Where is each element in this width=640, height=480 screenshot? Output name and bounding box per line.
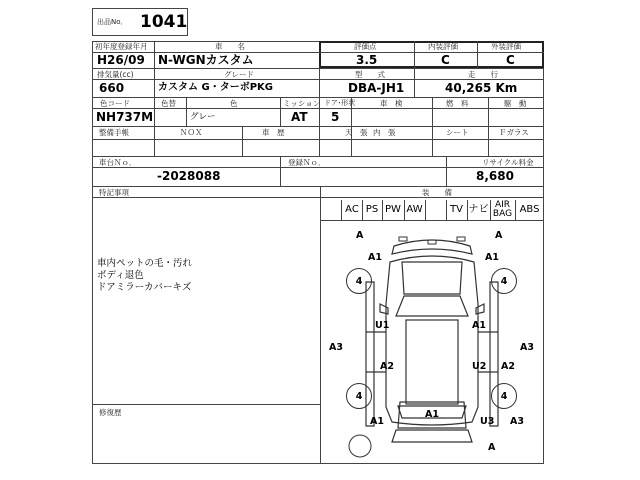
doors-value: 5 [331,110,340,124]
tire-rear-left-value: 4 [355,391,363,402]
equipment-ps: PS [365,204,379,215]
label-grade: グレード [224,70,254,79]
rule [92,404,320,405]
model-value: DBA-JH1 [348,81,405,95]
car-name-value: N-WGNカスタム [158,53,254,67]
label-doors: ドア･形状 [324,99,356,107]
equipment-aw: AW [406,204,423,215]
label-chassis: 車台Ｎｏ． [99,158,137,167]
color-value: グレー [190,112,216,122]
label-fuel: 燃 料 [446,99,469,108]
rule [280,97,281,126]
hood-outline [402,262,462,294]
rule [446,156,447,186]
label-glass: Ｆガラス [499,128,529,137]
label-color-change: 色替 [161,99,176,108]
equipment-pw: PW [385,204,401,215]
rule [488,126,489,156]
recycle-value: 8,680 [476,169,514,183]
equipment-tv: TV [450,204,463,215]
rule [320,186,321,464]
rule [154,97,155,126]
rule [425,200,426,220]
reg-year-value: H26/09 [97,53,145,67]
rule [488,97,489,126]
rule [92,108,544,109]
headlight-right-mark [457,237,465,241]
remarks-line: ドアミラーカバーキズ [97,282,192,293]
front-bumper-outline [392,240,472,254]
label-drive: 駆 動 [504,99,527,108]
label-manual: 整備手帳 [99,128,129,137]
label-model: 型 式 [355,70,385,79]
rear-bumper-outline [392,430,472,442]
label-interior: 内装評価 [428,42,458,51]
equipment-navi: ナビ [468,204,489,215]
remarks-line: 車内ペットの毛・汚れ [97,258,193,269]
lot-number: 1041 [140,12,188,32]
damage-mark: A [488,442,496,453]
rule [414,41,415,68]
remarks-line: ボディ退色 [97,270,144,281]
rule [414,68,415,97]
rule [92,126,544,127]
rule [92,139,544,140]
damage-mark: U2 [472,361,487,372]
windshield-outline [396,296,468,316]
label-recycle: リサイクル料金 [482,158,534,167]
rule [432,97,433,126]
label-exterior: 外装評価 [491,42,521,51]
roof-outline [406,320,458,404]
score-value: 3.5 [356,53,378,67]
tire-front-right-value: 4 [500,276,508,287]
tire-front-right [491,268,517,294]
damage-mark: A2 [380,361,394,372]
tire-front-left [346,268,372,294]
damage-mark: A1 [485,252,499,263]
tire-rear-left [346,383,372,409]
rule [186,97,187,126]
rule [154,41,155,68]
label-displacement: 排気量(cc) [97,70,134,79]
mileage-value: 40,265 Km [445,81,518,95]
rule [92,68,544,69]
mirror-left-outline [380,304,388,314]
rule [154,68,155,97]
damage-mark: A1 [368,252,382,263]
damage-mark: A3 [329,342,343,353]
spare-tire-outline [349,435,371,457]
label-history: 車 歴 [262,128,285,137]
tire-rear-right [491,383,517,409]
rule [319,68,320,97]
label-mileage: 走 行 [468,70,498,79]
label-reg-year: 初年度登録年月 [95,42,148,51]
label-registration: 登録Ｎｏ． [288,158,326,167]
label-nox: ＮＯＸ [180,128,203,137]
label-inspection: 車 検 [380,99,403,108]
label-roof: 天 張 [345,128,368,137]
label-interior-trim: 内 張 [373,128,396,137]
damage-mark: A3 [520,342,534,353]
label-repair: 修復歴 [99,408,122,417]
damage-mark: U3 [480,416,495,427]
label-color: 色 [230,99,238,108]
damage-mark: A1 [472,320,486,331]
damage-mark: A [356,230,364,241]
mirror-right-outline [476,304,484,314]
rule [92,186,544,187]
rule [320,220,544,221]
exterior-value: C [506,53,515,67]
label-car-name: 車 名 [215,42,245,51]
rule [432,126,433,156]
headlight-left-mark [399,237,407,241]
body-outline [386,256,478,425]
equipment-abs: ABS [519,204,540,215]
transmission-value: AT [291,110,308,124]
equipment-ac: AC [345,204,359,215]
car-diagram [322,222,542,462]
damage-mark: A1 [370,416,384,427]
rule [92,167,544,168]
rule [242,126,243,156]
label-color-code: 色コード [100,99,130,108]
label-score: 評価点 [354,42,377,51]
damage-mark: A2 [501,361,515,372]
rule [319,126,320,156]
rule [154,126,155,156]
damage-mark: A1 [425,409,439,420]
damage-mark: U1 [375,320,390,331]
tire-front-left-value: 4 [355,276,363,287]
rule [92,97,544,98]
grade-value: カスタム G・ターボPKG [158,82,273,93]
chassis-value: -2028088 [157,169,221,183]
damage-mark: A3 [510,416,524,427]
label-remarks: 特記事項 [99,188,129,197]
tire-rear-right-value: 4 [500,391,508,402]
equipment-airbag: AIR BAG [492,200,513,219]
displacement-value: 660 [99,81,125,95]
lot-box [92,8,188,36]
damage-mark: A [495,230,503,241]
color-code-value: NH737M [96,110,154,124]
rule [92,79,544,80]
rule [280,156,281,186]
interior-value: C [441,53,450,67]
lot-label: 出品No． [97,18,128,26]
rule [92,197,544,198]
label-transmission: ミッション [283,99,321,108]
rule [92,156,544,157]
rule [477,41,478,68]
label-equipment: 装 備 [422,188,452,197]
label-seat: シート [446,128,469,137]
